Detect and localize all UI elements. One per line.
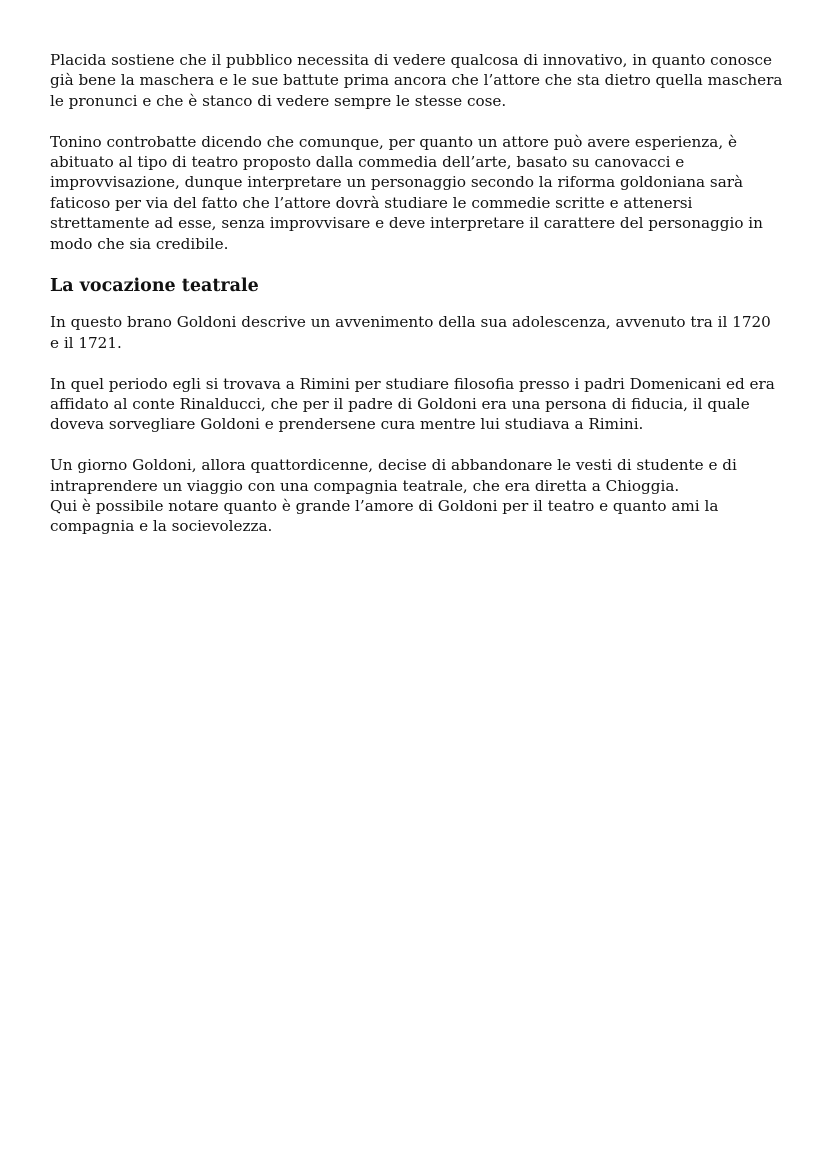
text-line: modo che sia credibile. — [50, 234, 229, 253]
text-line: intraprendere un viaggio con una compagnia teatrale, che era diretta a Chioggia. — [50, 476, 680, 495]
text-line: In quel periodo egli si trovava a Rimini per studiare filosofia presso i padri Domenicani ed era — [50, 374, 775, 393]
paragraph-tonino — [50, 132, 780, 254]
text-line: affidato al conte Rinalducci, che per il padre di Goldoni era una persona di fiducia, il quale — [50, 395, 750, 414]
text-line: abituato al tipo di teatro proposto dalla commedia dell’arte, basato su canovacci e — [50, 153, 685, 172]
document-page — [50, 50, 783, 557]
text-line: le pronunci e che è stanco di vedere sempre le stesse cose. — [50, 91, 507, 110]
text-line: faticoso per via del fatto che l’attore dovrà studiare le commedie scritte e attenersi — [50, 193, 693, 212]
text-line: Tonino controbatte dicendo che comunque, per quanto un attore può avere esperienza, è — [50, 132, 737, 151]
text-line: strettamente ad esse, senza improvvisare e deve interpretare il carattere del personaggio in — [50, 214, 763, 233]
paragraph-rimini — [50, 374, 780, 435]
text-line: e il 1721. — [50, 333, 122, 352]
paragraph-brano — [50, 312, 780, 353]
text-line: Un giorno Goldoni, allora quattordicenne, decise di abbandonare le vesti di studente e di — [50, 456, 737, 475]
text-line: In questo brano Goldoni descrive un avvenimento della sua adolescenza, avvenuto tra il 1720 — [50, 313, 771, 332]
paragraph-chioggia — [50, 455, 780, 537]
text-line: già bene la maschera e le sue battute prima ancora che l’attore che sta dietro quella maschera — [50, 71, 783, 90]
text-line: compagnia e la socievolezza. — [50, 517, 273, 536]
text-line: doveva sorvegliare Goldoni e prendersene cura mentre lui studiava a Rimini. — [50, 415, 644, 434]
paragraph-placida — [50, 50, 783, 111]
section-heading: La vocazione teatrale — [50, 276, 259, 297]
text-line: Placida sostiene che il pubblico necessita di vedere qualcosa di innovativo, in quanto conosce — [50, 51, 773, 69]
text-line: improvvisazione, dunque interpretare un personaggio secondo la riforma goldoniana sarà — [50, 173, 744, 192]
text-line: Qui è possibile notare quanto è grande l’amore di Goldoni per il teatro e quanto ami la — [50, 497, 719, 516]
